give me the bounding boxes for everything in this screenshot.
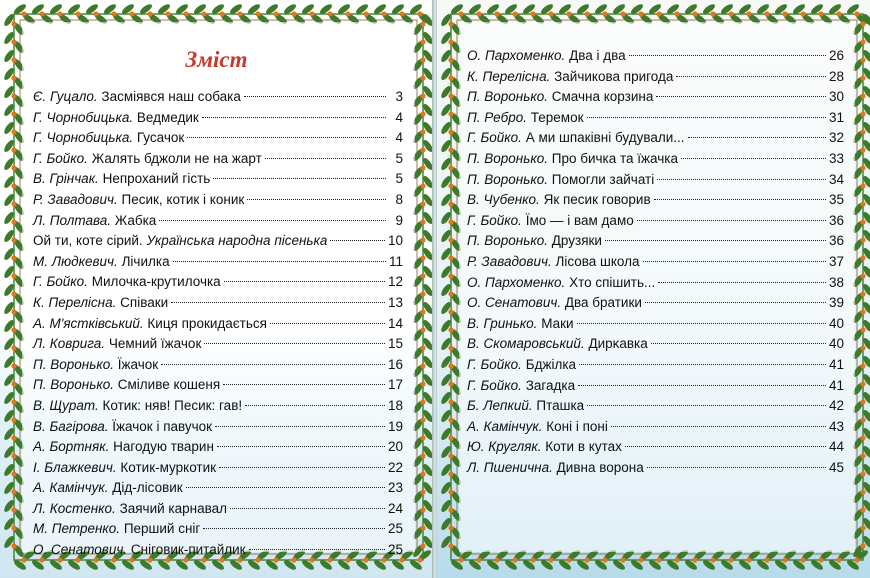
toc-work-title: Песик, котик і коник: [121, 191, 245, 207]
dot-leader: [230, 508, 385, 509]
toc-entry: [33, 396, 403, 417]
toc-entry: [467, 108, 844, 129]
toc-work-title: Як песик говорив: [543, 192, 651, 208]
toc-work-title: Смачна корзина: [551, 89, 654, 105]
toc-work-title: Засміявся наш собака: [101, 89, 241, 104]
toc-author: О. Сенатович.: [33, 542, 128, 558]
toc-page-number: 4: [395, 109, 403, 125]
toc-entry: [33, 272, 403, 293]
toc-page-number: 15: [387, 336, 403, 352]
toc-entry: [33, 478, 403, 499]
toc-work-title: Зайчикова пригода: [554, 68, 674, 84]
page-title: Зміст: [185, 47, 248, 72]
dot-leader: [213, 178, 386, 179]
toc-work-title: Теремок: [530, 109, 584, 125]
dot-leader: [186, 487, 385, 488]
dot-leader: [676, 76, 826, 77]
toc-entry: [467, 87, 844, 108]
toc-work-title: Ведмедик: [136, 109, 199, 125]
toc-page-number: 45: [828, 459, 844, 475]
toc-page-number: 20: [387, 439, 403, 455]
dot-leader: [656, 96, 826, 97]
dot-leader: [173, 261, 386, 262]
toc-page-number: 19: [387, 418, 403, 434]
toc-entry: [33, 355, 403, 376]
toc-entry: [33, 252, 403, 273]
toc-work-title: Коти в кутах: [545, 439, 622, 455]
toc-work-title: Котик-муркотик: [120, 459, 217, 475]
dot-leader: [215, 426, 385, 427]
toc-work-title: Коні і поні: [546, 418, 608, 434]
toc-page-number: 39: [828, 295, 844, 311]
toc-author: В. Грінчак.: [33, 171, 99, 187]
toc-work-title: Хто спішить...: [569, 274, 656, 290]
toc-author: І. Блажкевич.: [33, 459, 117, 475]
dot-leader: [681, 158, 826, 159]
toc-author: А. Бортняк.: [33, 439, 110, 455]
toc-entry: [33, 169, 403, 190]
toc-entry: [33, 231, 403, 252]
toc-entry: [467, 396, 844, 417]
toc-author: Г. Бойко.: [33, 150, 88, 166]
toc-work-title: Два братики: [564, 295, 642, 311]
dot-leader: [657, 179, 826, 180]
toc-entry: [467, 437, 844, 458]
toc-work-title: Дивна ворона: [556, 459, 644, 475]
toc-work-title: Два і два: [569, 48, 626, 63]
toc-page-number: 4: [395, 130, 403, 146]
dot-leader: [249, 549, 385, 550]
toc-author: Г. Бойко.: [467, 212, 522, 228]
toc-work-title: Жалять бджоли не на жарт: [91, 150, 262, 166]
toc-work-title: Маки: [541, 315, 574, 331]
toc-work-title: Дід-лісовик: [112, 480, 183, 496]
toc-work-title: Гусачок: [136, 130, 185, 146]
toc-entry: [467, 67, 844, 88]
dot-leader: [579, 364, 826, 365]
toc-page-number: 31: [828, 109, 844, 125]
dot-leader: [204, 343, 385, 344]
toc-list-left: [33, 87, 403, 561]
toc-entry: [467, 314, 844, 335]
toc-author: П. Воронько.: [467, 233, 548, 249]
toc-entry: [467, 458, 844, 479]
dot-leader: [625, 446, 826, 447]
toc-entry: [467, 293, 844, 314]
toc-author: Г. Чорнобицька.: [33, 130, 134, 146]
toc-author: Л. Костенко.: [33, 500, 116, 516]
toc-work-title: Котик: няв! Песик: гав!: [102, 397, 243, 413]
toc-page-number: 25: [387, 542, 403, 558]
toc-work-title: Ой ти, коте сірий.: [33, 233, 143, 249]
toc-author: Л. Коврига.: [33, 336, 106, 352]
toc-author: П. Воронько.: [33, 377, 114, 393]
toc-author: Л. Пшенична.: [467, 459, 553, 475]
toc-author: Б. Лепкий.: [467, 398, 533, 414]
toc-entry: [33, 458, 403, 479]
toc-author: М. Людкевич.: [33, 253, 118, 269]
toc-work-title: Киця прокидається: [147, 315, 267, 331]
dot-leader: [654, 199, 826, 200]
toc-entry: [467, 128, 844, 149]
toc-page-number: 41: [828, 377, 844, 393]
toc-author: А. Камінчук.: [33, 480, 109, 496]
toc-entry: [467, 190, 844, 211]
toc-work-title: Пташка: [536, 398, 585, 414]
dot-leader: [245, 405, 385, 406]
toc-page-number: 25: [387, 521, 403, 537]
toc-page-number: 5: [395, 171, 403, 187]
toc-work-title: Сміливе кошеня: [117, 377, 221, 393]
toc-work-title: Жабка: [114, 212, 157, 228]
dot-leader: [247, 199, 386, 200]
toc-page-number: 38: [828, 274, 844, 290]
dot-leader: [577, 323, 826, 324]
toc-page-number: 9: [395, 212, 403, 228]
toc-author: Г. Бойко.: [33, 274, 88, 290]
toc-work-title: Нагодую тварин: [113, 439, 214, 455]
toc-author: В. Гринько.: [467, 315, 538, 331]
toc-work-title: Милочка-крутилочка: [91, 274, 221, 290]
dot-leader: [265, 158, 386, 159]
toc-page-number: 32: [828, 130, 844, 146]
toc-work-title: Чемний їжачок: [108, 336, 202, 352]
toc-author: М. Петренко.: [33, 521, 121, 537]
dot-leader: [629, 55, 826, 56]
left-page: [0, 0, 433, 578]
dot-leader: [223, 384, 385, 385]
toc-entry: [467, 417, 844, 438]
toc-entry: [467, 149, 844, 170]
toc-page-number: 28: [828, 68, 844, 84]
toc-entry: [33, 108, 403, 129]
toc-author: К. Перелісна.: [33, 294, 117, 310]
toc-author: П. Ребро.: [467, 109, 528, 125]
toc-work-title: Заячий карнавал: [119, 500, 227, 516]
dot-leader: [187, 137, 386, 138]
toc-page-number: 33: [828, 150, 844, 166]
toc-work-title: Друзяки: [551, 233, 602, 249]
toc-author: П. Воронько.: [33, 356, 114, 372]
dot-leader: [611, 426, 826, 427]
toc-page-number: 36: [828, 233, 844, 249]
dot-leader: [330, 240, 385, 241]
toc-page-number: 5: [395, 150, 403, 166]
toc-work-title: Лісова школа: [555, 253, 640, 269]
toc-work-title: Їмо — і вам дамо: [525, 212, 634, 228]
dot-leader: [637, 220, 826, 221]
toc-page-number: 37: [828, 253, 844, 269]
toc-entry: [33, 519, 403, 540]
dot-leader: [643, 261, 826, 262]
toc-work-title: Сніговик-питайлик: [130, 542, 246, 558]
toc-author: П. Воронько.: [467, 89, 548, 105]
toc-author: А. М'ястківський.: [33, 315, 144, 331]
toc-work-title: Їжачок і павучок: [112, 418, 213, 434]
toc-entry: [33, 499, 403, 520]
toc-author: О. Пархоменко.: [467, 48, 566, 63]
dot-leader: [587, 405, 826, 406]
toc-author: Є. Гуцало.: [33, 89, 98, 104]
dot-leader: [219, 467, 385, 468]
toc-entry: [33, 437, 403, 458]
toc-author: Л. Полтава.: [33, 212, 111, 228]
toc-work-title: Лічилка: [121, 253, 170, 269]
toc-author: Г. Бойко.: [467, 130, 522, 146]
toc-page-number: 24: [387, 500, 403, 516]
toc-page-number: 8: [395, 191, 403, 207]
toc-author: О. Сенатович.: [467, 295, 562, 311]
dot-leader: [270, 323, 385, 324]
dot-leader: [578, 385, 826, 386]
toc-author: В. Чубенко.: [467, 192, 540, 208]
toc-work-title: Непроханий гість: [102, 171, 211, 187]
toc-page-number: 13: [387, 294, 403, 310]
toc-entry: [467, 273, 844, 294]
dot-leader: [688, 137, 826, 138]
toc-entry: [33, 211, 403, 232]
toc-author: Р. Завадович.: [33, 191, 118, 207]
toc-entry: [33, 375, 403, 396]
toc-work-title: Помогли зайчаті: [551, 171, 655, 187]
toc-page-number: 17: [387, 377, 403, 393]
toc-page-number: 3: [395, 89, 403, 104]
toc-work-subtitle: Українська народна пісенька: [146, 233, 328, 249]
toc-page-number: 41: [828, 356, 844, 372]
toc-work-title: Про бичка та їжачка: [551, 150, 679, 166]
toc-page-number: 42: [828, 398, 844, 414]
toc-author: В. Скомаровський.: [467, 336, 585, 352]
toc-page-number: 16: [387, 356, 403, 372]
toc-author: В. Щурат.: [33, 397, 99, 413]
right-page: [437, 0, 870, 578]
toc-work-title: А ми шпаківні будували...: [525, 130, 685, 146]
toc-author: П. Воронько.: [467, 171, 548, 187]
toc-author: Ю. Кругляк.: [467, 439, 542, 455]
toc-work-title: Співаки: [120, 294, 169, 310]
dot-leader: [651, 343, 826, 344]
toc-author: Г. Бойко.: [467, 356, 522, 372]
toc-page-number: 34: [828, 171, 844, 187]
toc-entry: [467, 252, 844, 273]
dot-leader: [161, 364, 385, 365]
dot-leader: [647, 467, 826, 468]
toc-page-number: 22: [387, 459, 403, 475]
toc-entry: [467, 170, 844, 191]
toc-entry: [467, 355, 844, 376]
toc-entry: [33, 190, 403, 211]
toc-entry: [467, 334, 844, 355]
toc-page-number: 12: [387, 274, 403, 290]
toc-work-title: Перший сніг: [123, 521, 201, 537]
toc-page-number: 35: [828, 192, 844, 208]
toc-entry: [33, 314, 403, 335]
toc-page-number: 10: [387, 233, 403, 249]
toc-page-number: 43: [828, 418, 844, 434]
toc-entry: [467, 231, 844, 252]
toc-entry: [33, 293, 403, 314]
toc-author: К. Перелісна.: [467, 68, 551, 84]
toc-entry: [33, 87, 403, 108]
toc-entry: [33, 417, 403, 438]
toc-page-number: 30: [828, 89, 844, 105]
toc-author: Г. Чорнобицька.: [33, 109, 134, 125]
toc-author: П. Воронько.: [467, 150, 548, 166]
dot-leader: [224, 281, 385, 282]
toc-page-number: 44: [828, 439, 844, 455]
dot-leader: [159, 220, 386, 221]
toc-author: Г. Бойко.: [467, 377, 522, 393]
toc-page-number: 14: [387, 315, 403, 331]
dot-leader: [587, 117, 826, 118]
toc-entry: [467, 46, 844, 67]
dot-leader: [171, 302, 385, 303]
toc-author: В. Багірова.: [33, 418, 109, 434]
toc-author: А. Камінчук.: [467, 418, 543, 434]
dot-leader: [605, 240, 826, 241]
toc-entry: [33, 128, 403, 149]
dot-leader: [217, 446, 385, 447]
toc-page-number: 11: [388, 253, 403, 269]
toc-page-number: 23: [387, 480, 403, 496]
toc-page-number: 40: [828, 336, 844, 352]
toc-page-number: 36: [828, 212, 844, 228]
toc-entry: [33, 149, 403, 170]
toc-entry: [467, 376, 844, 397]
dot-leader: [202, 117, 386, 118]
toc-work-title: Загадка: [525, 377, 576, 393]
toc-page-number: 18: [387, 397, 403, 413]
dot-leader: [244, 96, 386, 97]
toc-page-number: 26: [828, 48, 844, 63]
dot-leader: [658, 282, 826, 283]
toc-entry: [33, 334, 403, 355]
toc-page-number: 40: [828, 315, 844, 331]
toc-work-title: Їжачок: [117, 356, 159, 372]
toc-list-right: [467, 46, 844, 478]
toc-work-title: Бджілка: [525, 356, 577, 372]
toc-entry: [33, 540, 403, 561]
toc-entry: [467, 211, 844, 232]
dot-leader: [645, 302, 826, 303]
toc-author: Р. Завадович.: [467, 253, 552, 269]
toc-work-title: Дирκавка: [588, 336, 648, 352]
toc-author: О. Пархоменко.: [467, 274, 566, 290]
dot-leader: [203, 528, 385, 529]
